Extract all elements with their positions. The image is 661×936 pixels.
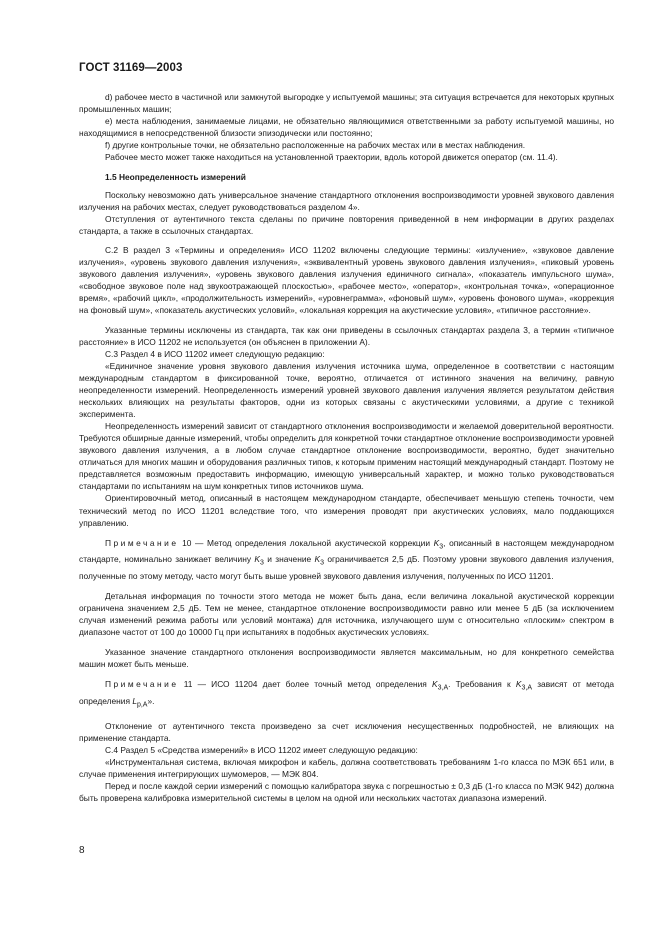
note-11: Примечание 11 — ИСО 11204 дает более точный метод определения $K_{3,A}$. Требования к $K_{3,A}$ зависят от метода определения $L_{p,A}$». — [79, 679, 614, 709]
paragraph-c3-quote-3: Ориентировочный метод, описанный в настоящем международном стандарте, обеспечивает меньшую степень точности, чем технический метод по ИСО 11201 вследствие того, что измерения проводят при акустических условиях, мало поддающихся управлению. — [79, 493, 614, 528]
note-label: Примечание — [105, 679, 179, 690]
note-label: Примечание — [105, 537, 179, 548]
paragraph-item-d: d) рабочее место в частичной или замкнутой выгородке у испытуемой машины; эта ситуация встречается для некоторых крупных промышленных машин; — [79, 92, 614, 115]
note-10: Примечание 10 — Метод определения локальной акустической коррекции $K_3$, описанный в настоящем международном стандарте, номинально занижает величину $K_3$ и значение $K_3$ ограничивается 2,5 дБ. Поэтому уровни звукового давления излучения, полученные по этому методу, часто могут быть выше уровней звукового давления излучения, полученных по ИСО 11201. — [79, 537, 614, 582]
document-header: ГОСТ 31169—2003 — [79, 62, 183, 74]
paragraph-c4-heading: С.4 Раздел 5 «Средства измерений» в ИСО 11202 имеет следующую редакцию: — [105, 744, 418, 755]
paragraph-c3-heading: С.3 Раздел 4 в ИСО 11202 имеет следующую редакцию: — [105, 348, 325, 359]
paragraph-c3-quote-1: «Единичное значение уровня звукового давления излучения источника шума, определенное в соответствии с настоящим международным стандартом в фиксированной точке, вероятно, отличается от истинного значения на величину, равную неопределенности измерений. Неопределенность измерений уровней звукового давления излучения является результатом действия нескольких влияющих на результаты факторов, одни из которых связаны с акустическими условиями, а другие с техникой эксперимента. — [79, 360, 614, 420]
paragraph-max-deviation: Указанное значение стандартного отклонения воспроизводимости является максимальным, но для конкретного семейства машин может быть меньше. — [79, 647, 614, 670]
paragraph-workplace: Рабочее место может также находиться на установленной траектории, вдоль которой движется оператор (см. 11.4). — [105, 152, 558, 163]
paragraph-terms-excluded: Указанные термины исключены из стандарта, так как они приведены в ссылочных стандартах раздела 3, а термин «типичное расстояние» в ИСО 11202 не используется (он объяснен в приложении А). — [79, 324, 614, 347]
section-heading-1-5: 1.5 Неопределенность измерений — [105, 172, 246, 183]
paragraph-deviation-1: Отступления от аутентичного текста сделаны по причине повторения приведенной в нем информации в других разделах стандарта, а также в ссылочных стандартах. — [79, 214, 614, 237]
paragraph-item-e: e) места наблюдения, занимаемые лицами, не обязательно являющимися ответственными за работу испытуемой машины, но находящимися в непосредственной близости эпизодически или постоянно; — [79, 116, 614, 139]
paragraph-uncertainty: Поскольку невозможно дать универсальное значение стандартного отклонения воспроизводимости уровней звукового давления излучения на рабочих местах, следует руководствоваться разделом 4». — [79, 190, 614, 213]
paragraph-c4-instruments: «Инструментальная система, включая микрофон и кабель, должна соответствовать требованиям 1-го класса по МЭК 651 или, в случае применения интегрирующих шумомеров, — МЭК 804. — [79, 756, 614, 779]
paragraph-c3-quote-2: Неопределенность измерений зависит от стандартного отклонения воспроизводимости и желаемой доверительной вероятности. Требуются обширные данные измерений, чтобы определить для конкретной точки стандартное отклонение воспроизводимости уровней звукового давления излучения, а в любом случае стандартное отклонение воспроизводимости, вероятно, будет значительно отличаться для многих машин и оборудования различных типов, к которым применим настоящий международный стандарт. Поэтому не представляется возможным предоставить информацию, имеющую универсальный характер, и можно только руководствоваться стандартами по испытаниям на шум конкретных типов источников шума. — [79, 421, 614, 492]
paragraph-deviation-2: Отклонение от аутентичного текста произведено за счет исключения несущественных подробностей, не влияющих на применение стандарта. — [79, 720, 614, 743]
paragraph-c2-terms: С.2 В раздел 3 «Термины и определения» ИСО 11202 включены следующие термины: «излучение», «звуковое давление излучения», «уровень звукового давления излучения», «эквивалентный уровень звукового давления излучения», «пиковый уровень звукового давления излучения», «уровень звукового давления излучения единичного сигнала», «показатель импульсного шума», «свободное звуковое поле над звукоотражающей плоскостью», «рабочее место», «оператор», «контрольная точка», «операционное время», «рабочий цикл», «продолжительность измерений», «уровнеграмма», «фоновый шум», «уровень фонового шума», «коррекция на фоновый шум», «показатель акустических условий», «локальная коррекция на акустические условия», «типичное расстояние». — [79, 244, 614, 315]
paragraph-accuracy-details: Детальная информация по точности этого метода не может быть дана, если величина локальной акустической коррекции ограничена значением 2,5 дБ. Тем не менее, стандартное отклонение воспроизводимости равно или менее 5 дБ (за исключением случая изменений режима работы или условий монтажа) для источника, излучающего шум с относительно «плоским» спектром в диапазоне частот от 100 до 10000 Гц при испытаниях в подобных акустических условиях. — [79, 591, 614, 638]
document-body — [79, 91, 614, 804]
paragraph-c4-calibration: Перед и после каждой серии измерений с помощью калибратора звука с погрешностью ± 0,3 дБ (1-го класса по МЭК 942) должна быть проверена калибровка измерительной системы в целом на одной или нескольких частотах диапазона измерений. — [79, 781, 614, 804]
page-number: 8 — [79, 845, 85, 856]
paragraph-item-f: f) другие контрольные точки, не обязательно расположенные на рабочих местах или в местах наблюдения. — [105, 140, 526, 151]
